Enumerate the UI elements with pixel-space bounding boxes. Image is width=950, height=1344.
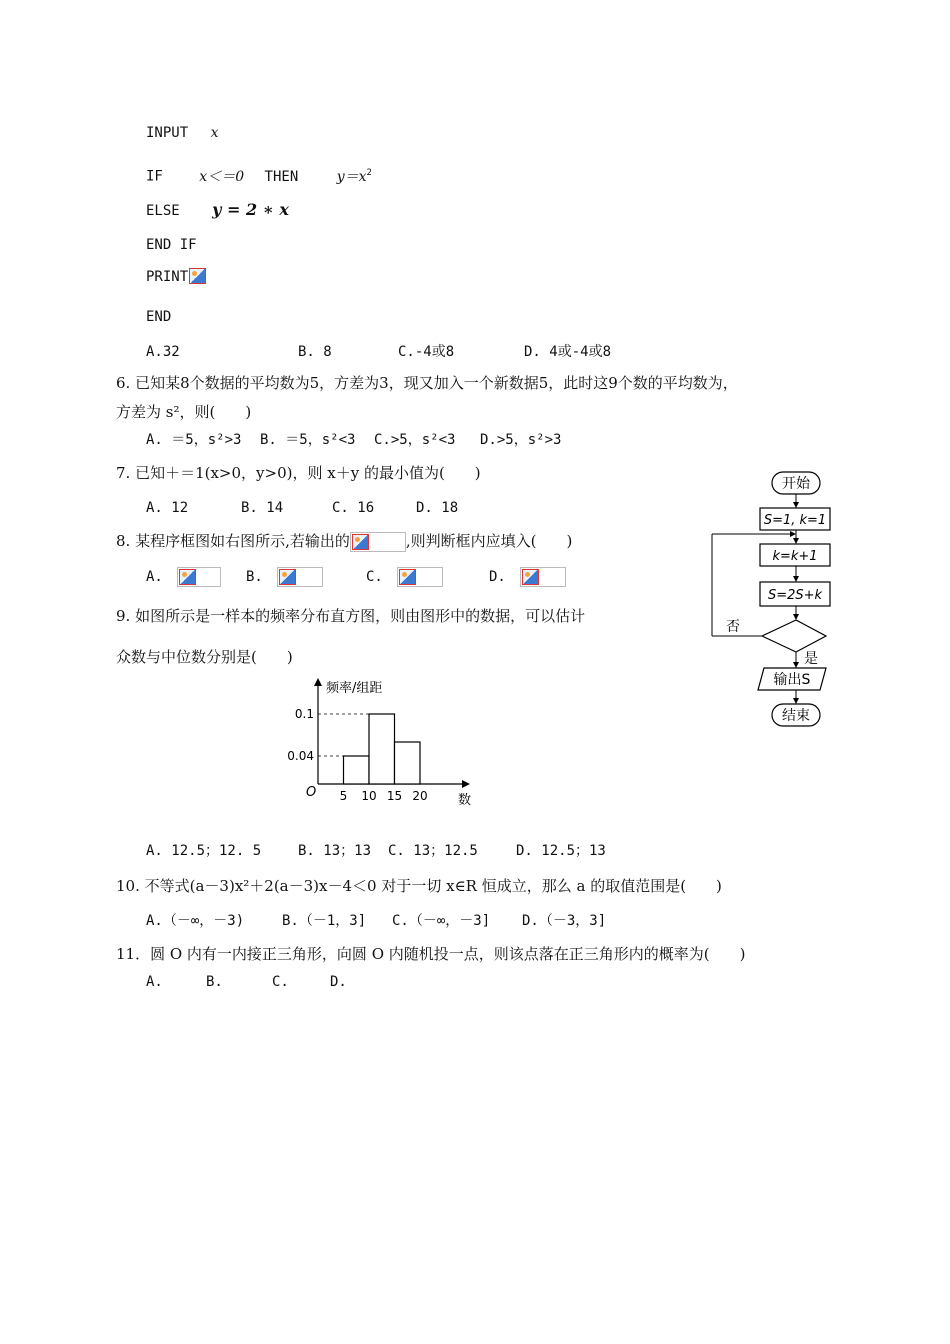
q9-stem-line1: 9. 如图所示是一样本的频率分布直方图，则由图形中的数据，可以估计 — [116, 607, 586, 625]
q10-option-c: C.（－∞，－3] — [392, 913, 491, 929]
broken-image-icon — [350, 532, 406, 552]
broken-image-icon — [177, 567, 221, 587]
y-axis-label: 频率/组距 — [326, 681, 383, 696]
program-line-endif: END IF — [146, 237, 197, 253]
q9-option-d: D. 12.5；13 — [516, 843, 606, 859]
q10-stem: 10. 不等式(a－3)x²＋2(a－3)x－4＜0 对于一切 x∈R 恒成立，那么 a 的取值范围是( ) — [116, 877, 722, 895]
q5-option-a: A.32 — [146, 344, 180, 360]
then-keyword: THEN — [264, 168, 299, 185]
q8-stem — [116, 531, 572, 552]
q11-option-a: A. — [146, 974, 163, 990]
program-line-if — [146, 163, 372, 187]
histogram-bar — [395, 742, 421, 784]
broken-image-icon — [277, 567, 323, 587]
program-line-print — [146, 267, 208, 287]
flow-arrow-icon — [793, 698, 799, 704]
q10-option-b: B.（－1，3] — [282, 913, 367, 929]
origin-label: O — [306, 785, 317, 800]
input-keyword: INPUT — [146, 125, 189, 141]
q6-stem-line2: 方差为 s²，则( ) — [116, 403, 252, 421]
q8-option-b — [246, 567, 323, 587]
q8-option-d-label: D. — [489, 569, 506, 585]
flow-start-label: 开始 — [782, 476, 810, 492]
q8-option-a-label: A. — [146, 569, 163, 585]
exponent: 2 — [366, 168, 372, 178]
q11-option-b: B. — [206, 974, 223, 990]
if-condition: x＜＝0 — [199, 168, 245, 185]
q7-option-a: A. 12 — [146, 500, 189, 516]
flow-step2-label: S=2S+k — [767, 588, 823, 603]
q8-option-d — [489, 567, 566, 587]
histogram-bar — [369, 714, 395, 784]
flow-init-label: S=1, k=1 — [763, 513, 827, 528]
frequency-histogram — [282, 672, 482, 812]
print-keyword: PRINT — [146, 269, 189, 285]
histogram-bar — [344, 756, 370, 784]
x-tick-label: 10 — [361, 789, 377, 803]
q8-stem-post: ,则判断框内应填入( ) — [405, 532, 573, 550]
broken-image-icon — [397, 567, 443, 587]
q7-stem: 7. 已知＋＝1(x>0，y>0)，则 x＋y 的最小值为( ) — [116, 464, 481, 482]
flow-yes-label: 是 — [804, 651, 818, 667]
else-assignment: y = 2 ∗ x — [212, 200, 289, 219]
x-tick-label: 15 — [386, 789, 403, 803]
flow-arrow-icon — [793, 502, 799, 508]
q8-option-b-label: B. — [246, 569, 263, 585]
q6-option-a: A. ＝5，s²>3 — [146, 432, 242, 448]
x-axis-label: 数 — [458, 793, 472, 808]
else-keyword: ELSE — [146, 203, 180, 219]
program-line-input — [146, 123, 219, 143]
q10-option-d: D.（－3，3] — [522, 913, 607, 929]
then-assignment: y＝x — [336, 168, 367, 185]
flow-decision-node — [762, 620, 826, 652]
flow-arrow-icon — [793, 662, 799, 668]
program-line-else — [146, 200, 289, 221]
x-tick-label: 5 — [339, 789, 348, 803]
flow-output-label: 输出S — [773, 672, 811, 688]
flow-arrow-icon — [793, 538, 799, 544]
q9-option-c: C. 13；12.5 — [388, 843, 478, 859]
x-tick-label: 20 — [412, 789, 428, 803]
q9-option-a: A. 12.5；12. 5 — [146, 843, 262, 859]
flow-arrow-icon — [793, 576, 799, 582]
broken-image-icon — [188, 267, 208, 287]
x-axis-arrow-icon — [462, 780, 470, 788]
if-keyword: IF — [146, 168, 163, 185]
q8-option-a — [146, 567, 221, 587]
y-tick-label: 0.04 — [287, 749, 314, 763]
program-flowchart — [704, 466, 844, 732]
flow-loop-arrow-icon — [790, 531, 796, 537]
flow-end-label: 结束 — [782, 708, 810, 724]
q5-option-c: C.-4或8 — [398, 344, 455, 360]
q6-option-d: D.>5，s²>3 — [480, 432, 562, 448]
q8-option-c — [366, 567, 443, 587]
q7-option-c: C. 16 — [332, 500, 375, 516]
q6-stem-line1: 6. 已知某8个数据的平均数为5，方差为3，现又加入一个新数据5，此时这9个数的平均数为， — [116, 374, 738, 392]
q9-option-b: B. 13；13 — [298, 843, 372, 859]
q11-option-d: D. — [330, 974, 347, 990]
q10-option-a: A.（－∞，－3) — [146, 913, 245, 929]
flow-step1-label: k=k+1 — [772, 549, 818, 564]
program-line-end: END — [146, 309, 172, 325]
q6-option-b: B. ＝5，s²<3 — [260, 432, 356, 448]
q8-stem-pre: 8. 某程序框图如右图所示,若输出的 — [116, 532, 350, 550]
q11-option-c: C. — [272, 974, 289, 990]
y-axis-arrow-icon — [314, 678, 322, 686]
q6-option-c: C.>5，s²<3 — [374, 432, 456, 448]
q5-option-b: B. 8 — [298, 344, 332, 360]
q8-option-c-label: C. — [366, 569, 383, 585]
flow-arrow-icon — [793, 614, 799, 620]
q7-option-d: D. 18 — [416, 500, 459, 516]
q9-stem-line2: 众数与中位数分别是( ) — [116, 648, 293, 666]
input-variable: x — [210, 125, 219, 141]
flow-no-label: 否 — [726, 619, 740, 635]
q5-option-d: D. 4或-4或8 — [524, 344, 612, 360]
broken-image-icon — [520, 567, 566, 587]
q11-stem: 11．圆 O 内有一内接正三角形，向圆 O 内随机投一点，则该点落在正三角形内的概率为( ) — [116, 945, 746, 963]
y-tick-label: 0.1 — [294, 707, 314, 721]
q7-option-b: B. 14 — [241, 500, 284, 516]
